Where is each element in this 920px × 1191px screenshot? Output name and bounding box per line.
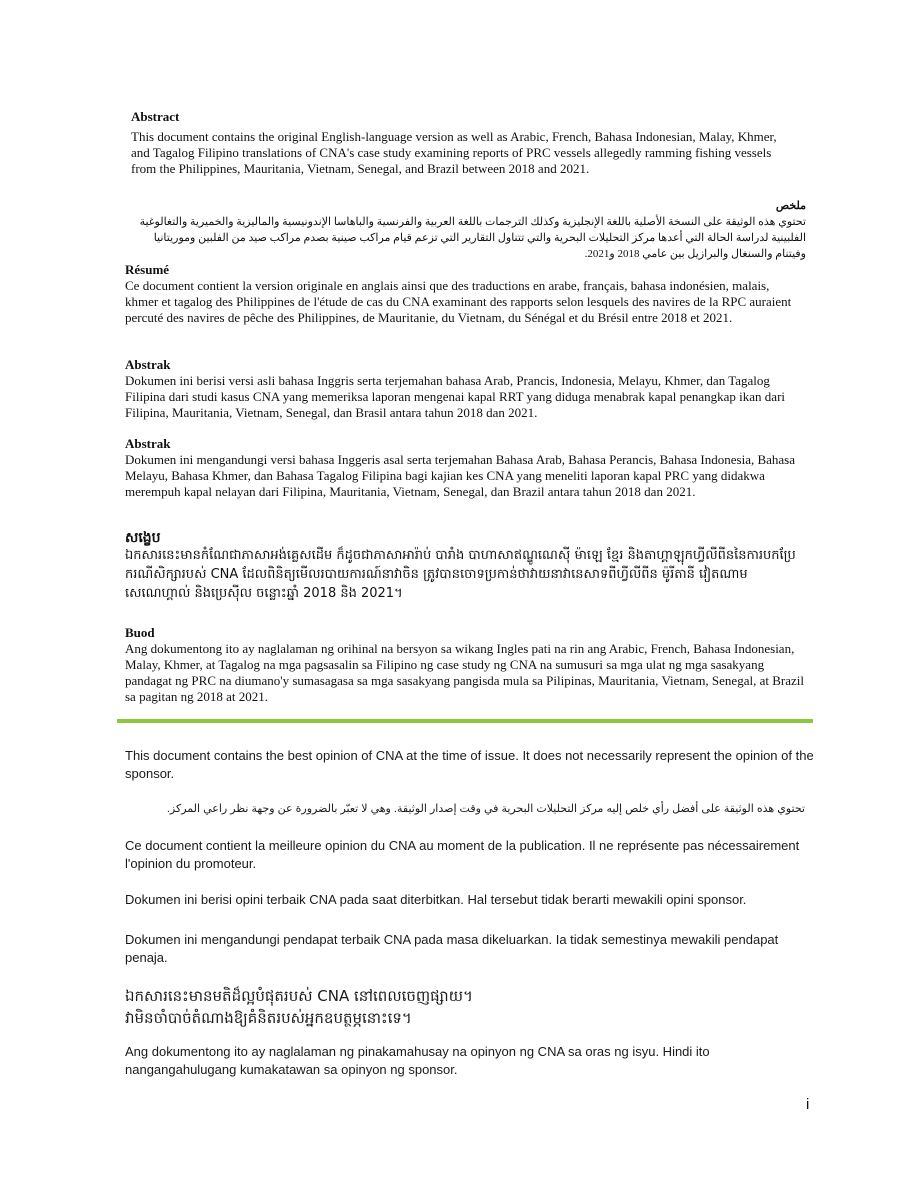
abstract-ar-body: تحتوي هذه الوثيقة على النسخة الأصلية باللغة الإنجليزية وكذلك الترجمات باللغة العربية والفرنسية والباهاسا الإندونيسية والماليزية والخميرية والتغالوغية الفلبينية لدراسة الحالة التي أعدها مركز التحليلات البحرية والتي تتناول التقارير التي تزعم قيام مراكب صينية بصدم مراكب صيد من الفلبين وموريتانيا وفيتنام والسنغال والبرازيل بين عامي 2018 و2021.	[139, 216, 806, 260]
abstract-ar-heading: ملخص	[775, 200, 806, 212]
disclaimer-fr: Ce document contient la meilleure opinion du CNA au moment de la publication. Il ne représente pas nécessairement l'opinion du promoteur.	[125, 838, 800, 871]
disclaimer-km-line1: ឯកសារនេះមានមតិដ៏ល្អបំផុតរបស់ CNA នៅពេលចេញផ្សាយ។	[125, 987, 473, 1005]
abstract-en-heading: Abstract	[131, 109, 180, 124]
abstract-fr-body: Ce document contient la version originale en anglais ainsi que des traductions en arabe, français, bahasa indonésien, malais, khmer et tagalog des Philippines de l'étude de cas du CNA examinant des rapports selon lesquels des navires de la RPC auraient percuté des navires de pêche des Philippines, de Mauritanie, du Vietnam, du Sénégal et du Brésil entre 2018 et 2021.	[125, 278, 792, 325]
abstract-tl	[125, 625, 805, 705]
disclaimer-ar: تحتوي هذه الوثيقة على أفضل رأي خلص إليه مركز التحليلات البحرية في وقت إصدار الوثيقة. وهي لا تعبّر بالضرورة عن وجهة نظر راعي المركز.	[166, 803, 805, 815]
abstract-ms	[125, 436, 795, 500]
disclaimer-km	[125, 985, 815, 1029]
abstract-km	[125, 530, 805, 603]
abstract-fr	[125, 262, 795, 326]
abstract-id-body: Dokumen ini berisi versi asli bahasa Inggris serta terjemahan bahasa Arab, Prancis, Indonesia, Melayu, Khmer, dan Tagalog Filipina dari studi kasus CNA yang memeriksa laporan mengenai kapal RRT yang diduga menabrak kapal penangkap ikan dari Filipina, Mauritania, Vietnam, Senegal, dan Brasil antara tahun 2018 dan 2021.	[125, 373, 786, 420]
abstract-id-heading: Abstrak	[125, 357, 171, 372]
abstract-en	[131, 109, 796, 177]
abstract-ms-heading: Abstrak	[125, 436, 171, 451]
disclaimer-tl: Ang dokumentong ito ay naglalaman ng pinakamahusay na opinyon ng CNA sa oras ng isyu. Hindi ito nangangahulugang kumakatawan sa opinyon ng sponsor.	[125, 1044, 710, 1077]
abstract-ms-body: Dokumen ini mengandungi versi bahasa Inggeris asal serta terjemahan Bahasa Arab, Bahasa Perancis, Bahasa Indonesia, Bahasa Melayu, Bahasa Khmer, dan Bahasa Tagalog Filipina bagi kajian kes CNA yang meneliti laporan kapal PRC yang didakwa merempuh kapal nelayan dari Filipina, Mauritania, Vietnam, Senegal, dan Brazil antara tahun 2018 dan 2021.	[125, 452, 796, 499]
disclaimer-id: Dokumen ini berisi opini terbaik CNA pada saat diterbitkan. Hal tersebut tidak berarti mewakili opini sponsor.	[125, 892, 747, 907]
disclaimer-km-line2: វាមិនចាំបាច់តំណាងឱ្យគំនិតរបស់អ្នកឧបត្ថម្ភនោះទេ។	[125, 1009, 412, 1027]
abstract-tl-body: Ang dokumentong ito ay naglalaman ng orihinal na bersyon sa wikang Ingles pati na rin ang Arabic, French, Bahasa Indonesian, Malay, Khmer, at Tagalog na mga pagsasalin sa Filipino ng case study ng CNA na sumusuri sa mga ulat ng mga sasakyang pandagat ng PRC na diumano'y sumasagasa sa mga sasakyang pangisda mula sa Pilipinas, Mauritania, Vietnam, Senegal, at Brazil sa pagitan ng 2018 at 2021.	[125, 641, 804, 704]
abstract-ar	[125, 198, 806, 262]
abstract-km-body: ឯកសារនេះមានកំណែជាភាសាអង់គ្លេសដើម ក៏ដូចជាភាសាអារ៉ាប់ បារាំង បាហាសាឥណ្ឌូណេស៊ី ម៉ាឡេ ខ្មែរ និងតាហ្គាឡុកហ្វីលីពីននៃការបកប្រែករណីសិក្សារបស់ CNA ដែលពិនិត្យមើលរបាយការណ៍នាវាចិន ត្រូវបានចោទប្រកាន់ថាវាយនាវានេសាទពីហ្វីលីពីន ម៉ូរីតានី វៀតណាម សេណេហ្គាល់ និងប្រេស៊ីល ចន្លោះឆ្នាំ 2018 និង 2021។	[125, 548, 796, 601]
abstract-id	[125, 357, 795, 421]
disclaimer-en: This document contains the best opinion of CNA at the time of issue. It does not necessarily represent the opinion of the sponsor.	[125, 748, 814, 781]
abstract-tl-heading: Buod	[125, 625, 155, 640]
page-number: i	[806, 1096, 810, 1113]
abstract-en-body: This document contains the original English-language version as well as Arabic, French, Bahasa Indonesian, Malay, Khmer, and Tagalog Filipino translations of CNA's case study examining reports of PRC vessels allegedly ramming fishing vessels from the Philippines, Mauritania, Vietnam, Senegal, and Brazil between 2018 and 2021.	[131, 129, 777, 176]
abstract-km-heading: សង្ខេប	[125, 530, 161, 546]
disclaimer-ms: Dokumen ini mengandungi pendapat terbaik CNA pada masa dikeluarkan. Ia tidak semestinya mewakili pendapat penaja.	[125, 932, 779, 965]
section-divider	[117, 719, 813, 723]
abstract-fr-heading: Résumé	[125, 262, 170, 277]
